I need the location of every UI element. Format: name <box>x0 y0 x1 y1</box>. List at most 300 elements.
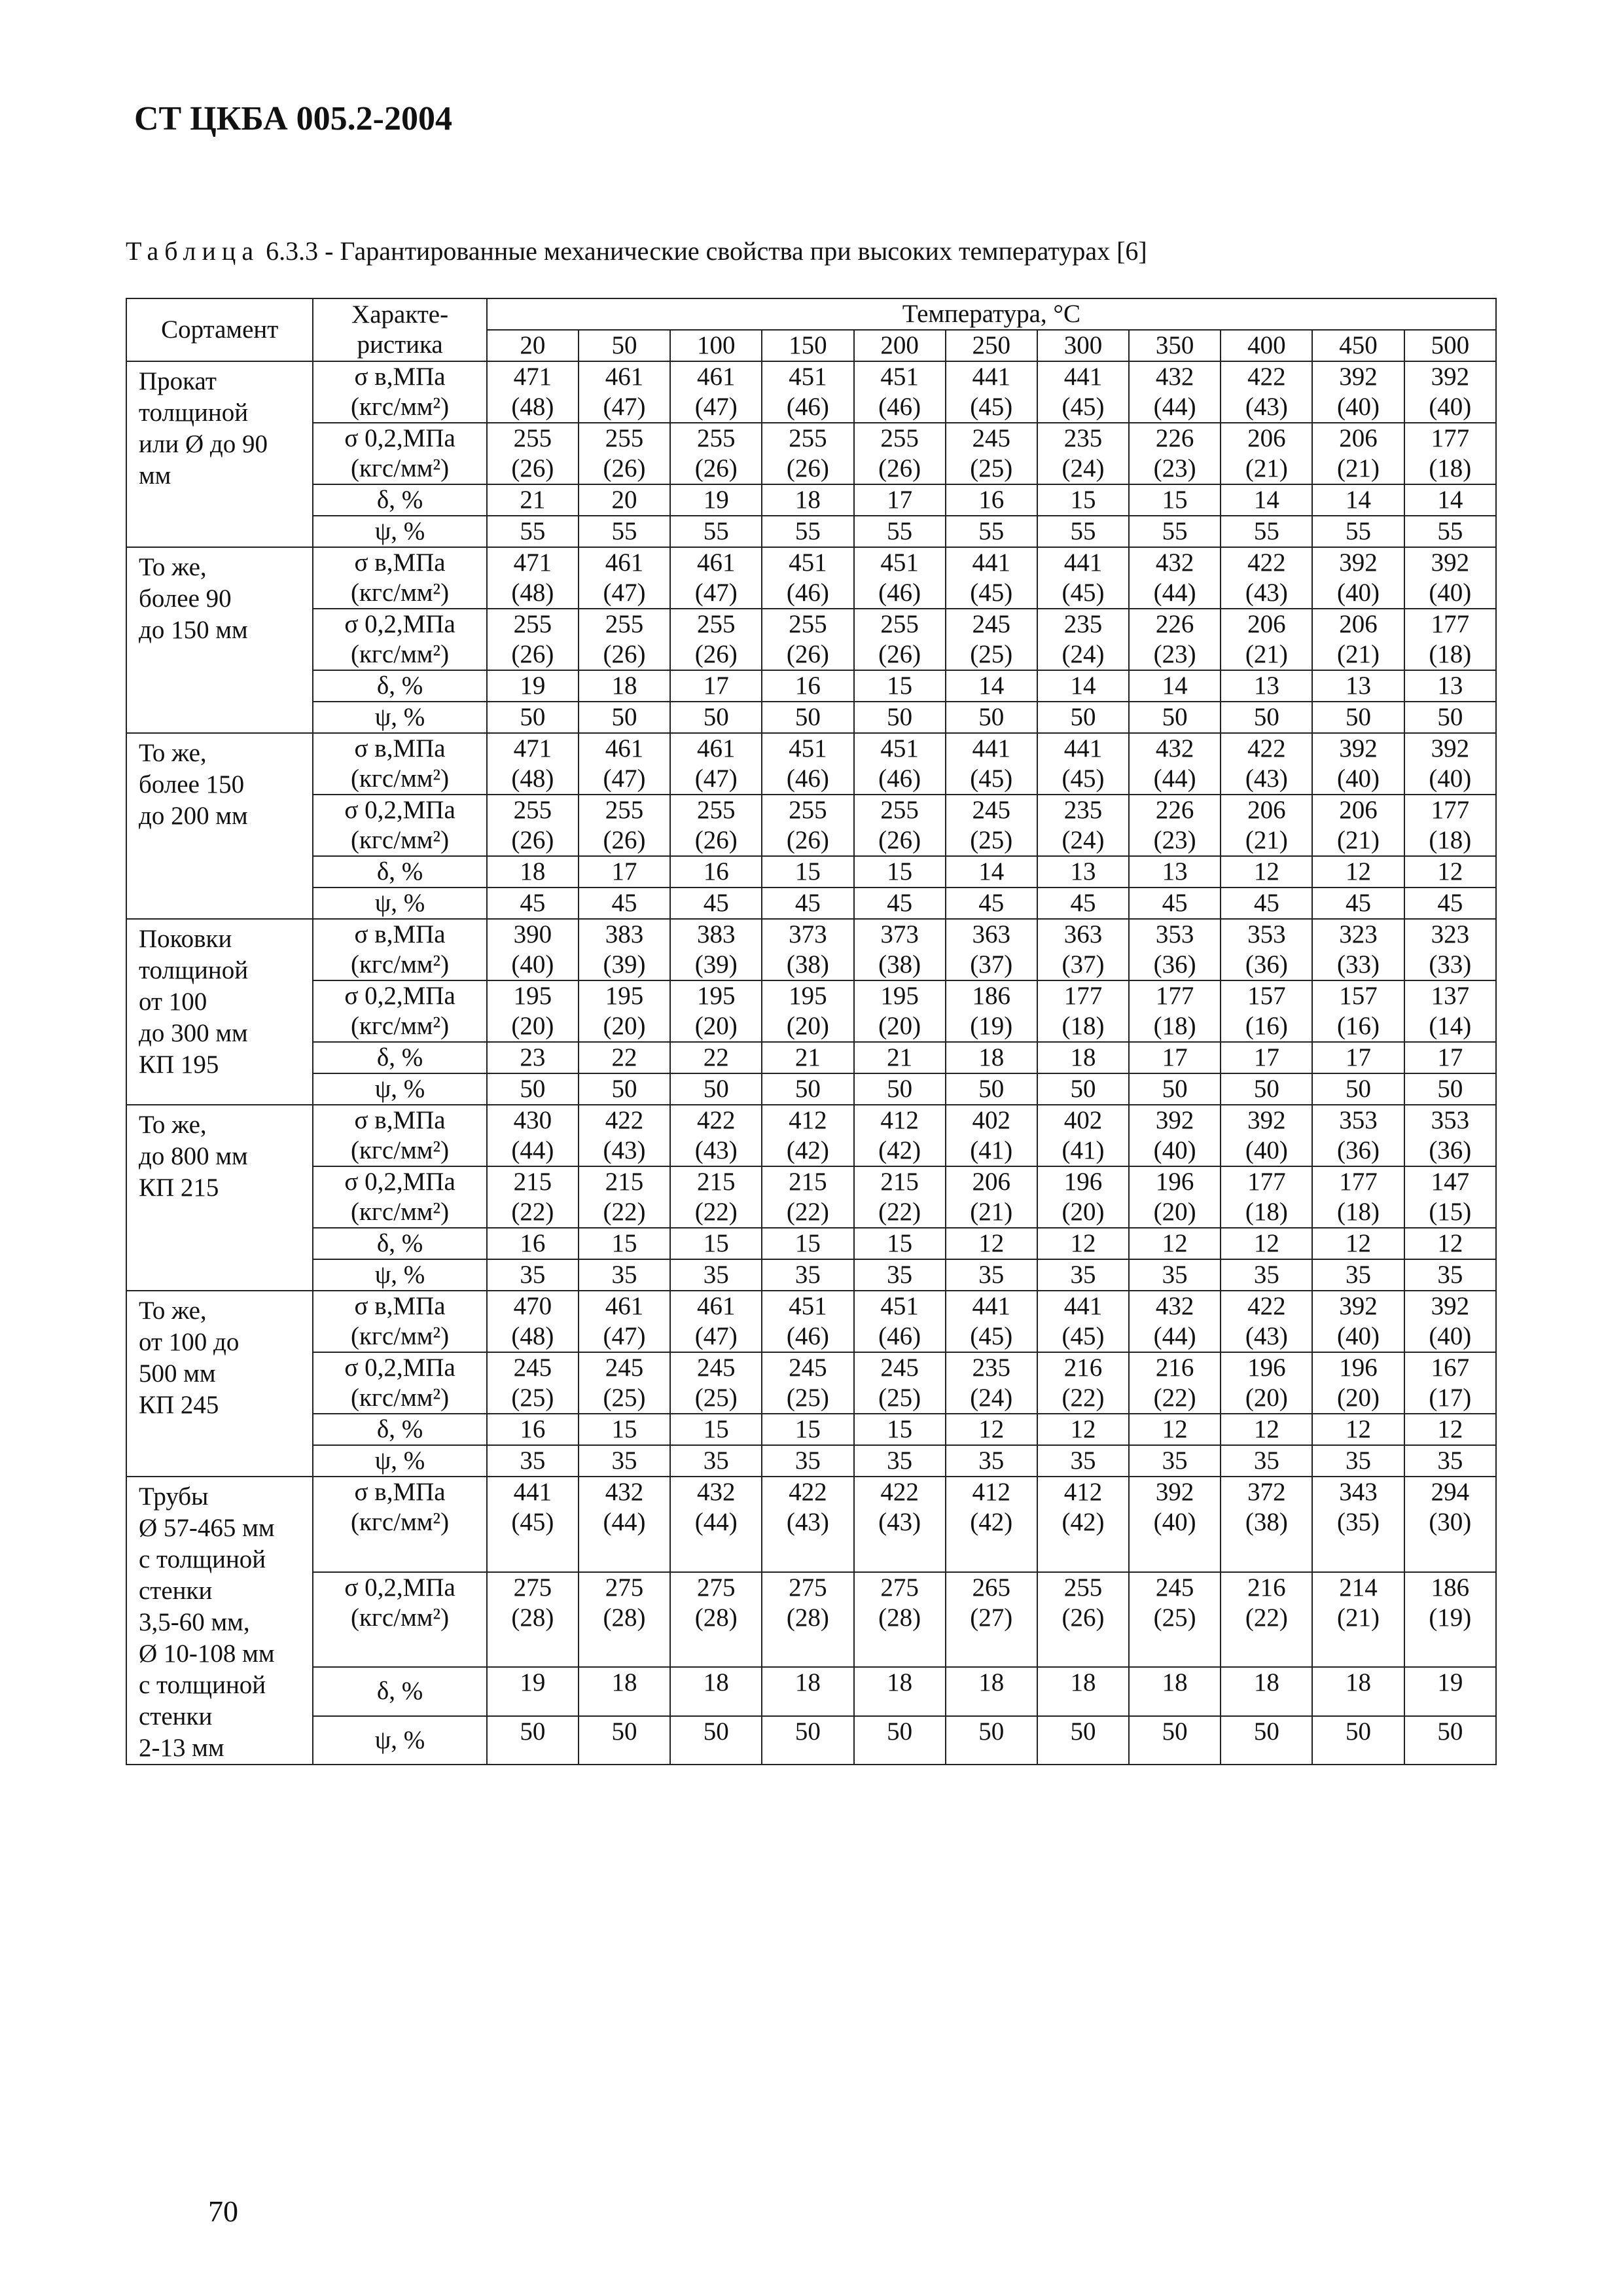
sortament-line: до 150 мм <box>139 616 248 644</box>
value-text: 245 <box>605 1354 644 1382</box>
value-text: (26) <box>694 826 738 854</box>
characteristic-text: (кгс/мм²) <box>351 764 450 793</box>
value-text: (20) <box>1245 1384 1288 1412</box>
value-text: 255 <box>605 796 644 824</box>
value-cell <box>1312 888 1404 919</box>
value-text: 35 <box>520 1261 546 1289</box>
value-text: 353 <box>1247 920 1286 948</box>
value-text: 18 <box>1346 1668 1372 1697</box>
table-row <box>126 1477 1496 1572</box>
value-text: 255 <box>789 796 827 824</box>
value-text: (43) <box>786 1508 829 1536</box>
characteristic-text: (кгс/мм²) <box>351 393 450 421</box>
value-text: 255 <box>513 424 552 452</box>
value-text: 432 <box>1155 1292 1194 1320</box>
value-text: (18) <box>1429 640 1472 668</box>
value-cell <box>1129 795 1221 856</box>
value-text: 18 <box>794 1668 821 1697</box>
value-cell <box>579 1259 670 1291</box>
value-cell <box>762 1166 853 1228</box>
header-row <box>126 298 1496 330</box>
value-text: (45) <box>970 579 1013 607</box>
value-text: (47) <box>603 1322 646 1350</box>
value-cell <box>1404 1667 1496 1715</box>
value-text: (25) <box>786 1384 829 1412</box>
value-cell <box>487 609 579 670</box>
value-cell <box>1404 980 1496 1042</box>
value-text: 255 <box>696 424 736 452</box>
value-text: 461 <box>696 548 736 577</box>
value-text: 245 <box>1155 1573 1194 1602</box>
value-text: (20) <box>878 1012 921 1040</box>
value-text: (28) <box>786 1603 829 1632</box>
value-cell <box>670 1716 762 1765</box>
value-text: 215 <box>880 1168 919 1196</box>
value-text: 15 <box>887 1229 913 1257</box>
table-row <box>126 856 1496 888</box>
value-cell <box>1129 1414 1221 1445</box>
value-cell <box>1037 795 1129 856</box>
value-text: (38) <box>878 950 921 978</box>
value-cell <box>1404 795 1496 856</box>
value-text: 13 <box>1346 672 1372 700</box>
value-text: 392 <box>1339 548 1378 577</box>
value-text: (26) <box>511 826 554 854</box>
sortament-line: 3,5-60 мм, <box>139 1608 250 1636</box>
value-text: 50 <box>1070 1717 1096 1746</box>
value-text: (24) <box>970 1384 1013 1412</box>
value-cell <box>487 1352 579 1414</box>
value-cell <box>946 1445 1037 1477</box>
value-cell <box>579 1291 670 1352</box>
table-row <box>126 1445 1496 1477</box>
value-text: (19) <box>970 1012 1013 1040</box>
value-cell <box>579 516 670 547</box>
value-text: 12 <box>1253 1229 1279 1257</box>
value-cell <box>854 547 946 609</box>
value-cell <box>670 547 762 609</box>
value-cell <box>1037 1352 1129 1414</box>
table-body <box>126 361 1496 1765</box>
value-cell <box>1404 361 1496 423</box>
value-text: 422 <box>1247 734 1286 762</box>
value-cell <box>487 919 579 980</box>
value-cell <box>1221 1166 1312 1228</box>
value-cell <box>854 1073 946 1105</box>
characteristic-cell <box>313 1073 486 1105</box>
value-cell <box>487 484 579 516</box>
value-cell <box>1221 1445 1312 1477</box>
value-text: 255 <box>1063 1573 1103 1602</box>
value-text: 422 <box>1247 1292 1286 1320</box>
value-text: 50 <box>978 1717 1005 1746</box>
value-text: 235 <box>1063 796 1103 824</box>
value-text: (26) <box>878 640 921 668</box>
value-text: 17 <box>887 486 913 514</box>
value-text: 215 <box>513 1168 552 1196</box>
sortament-line: Поковки <box>139 925 232 953</box>
value-text: (45) <box>970 1322 1013 1350</box>
value-text: 45 <box>887 889 913 917</box>
temperature-header-cell: 500 <box>1404 330 1496 361</box>
sortament-line: от 100 <box>139 988 207 1016</box>
table-row <box>126 1716 1496 1765</box>
sortament-line: до 800 мм <box>139 1142 248 1170</box>
table-row <box>126 1073 1496 1105</box>
value-cell <box>670 980 762 1042</box>
characteristic-text: σ в,МПа <box>354 1478 446 1506</box>
value-text: 255 <box>605 610 644 638</box>
value-text: 402 <box>1063 1106 1103 1134</box>
value-text: 177 <box>1431 610 1470 638</box>
characteristic-text: σ 0,2,МПа <box>344 796 455 824</box>
value-cell <box>487 361 579 423</box>
value-cell <box>762 516 853 547</box>
sortament-cell <box>126 1477 313 1765</box>
value-cell <box>946 484 1037 516</box>
characteristic-cell <box>313 1572 486 1668</box>
value-text: 50 <box>1346 1075 1372 1103</box>
value-text: (24) <box>1061 640 1105 668</box>
characteristic-text: (кгс/мм²) <box>351 1198 450 1226</box>
value-text: 50 <box>887 1075 913 1103</box>
value-cell <box>1404 1105 1496 1166</box>
value-text: 323 <box>1431 920 1470 948</box>
table-row <box>126 609 1496 670</box>
value-cell <box>1404 1572 1496 1668</box>
value-cell <box>762 980 853 1042</box>
value-text: (37) <box>1061 950 1105 978</box>
characteristic-text: (кгс/мм²) <box>351 1384 450 1412</box>
value-text: (45) <box>1061 1322 1105 1350</box>
value-text: 13 <box>1162 857 1188 886</box>
value-text: 343 <box>1339 1478 1378 1506</box>
characteristic-cell <box>313 1105 486 1166</box>
value-text: 373 <box>880 920 919 948</box>
value-text: (44) <box>511 1136 554 1164</box>
value-text: (24) <box>1061 454 1105 482</box>
value-cell <box>670 702 762 733</box>
value-cell <box>1312 1228 1404 1259</box>
value-cell <box>1129 702 1221 733</box>
characteristic-cell <box>313 1228 486 1259</box>
value-cell <box>487 1042 579 1073</box>
characteristic-text: ψ, % <box>374 889 425 917</box>
value-text: 441 <box>1063 363 1103 391</box>
value-cell <box>946 888 1037 919</box>
value-text: 195 <box>696 982 736 1010</box>
value-cell <box>1129 361 1221 423</box>
sortament-line: более 150 <box>139 770 245 798</box>
value-cell <box>854 1042 946 1073</box>
sortament-line: более 90 <box>139 584 232 613</box>
sortament-cell <box>126 1291 313 1477</box>
value-text: 14 <box>1253 486 1279 514</box>
header-characteristic: Характе- ристика <box>313 298 486 361</box>
value-text: (45) <box>1061 764 1105 793</box>
value-text: 18 <box>794 486 821 514</box>
value-cell <box>670 1477 762 1572</box>
characteristic-text: δ, % <box>376 1229 423 1257</box>
value-text: 15 <box>887 857 913 886</box>
characteristic-text: σ в,МПа <box>354 548 446 577</box>
value-cell <box>579 1042 670 1073</box>
value-text: (22) <box>1061 1384 1105 1412</box>
value-text: 451 <box>789 548 827 577</box>
value-text: (18) <box>1337 1198 1380 1226</box>
table-row <box>126 1572 1496 1668</box>
value-text: 441 <box>972 548 1011 577</box>
value-cell <box>1037 1291 1129 1352</box>
value-text: 392 <box>1431 363 1470 391</box>
value-text: 206 <box>1247 796 1286 824</box>
value-text: 432 <box>1155 548 1194 577</box>
value-text: 235 <box>972 1354 1011 1382</box>
value-text: 50 <box>1437 1075 1463 1103</box>
value-cell <box>854 361 946 423</box>
value-cell <box>946 423 1037 484</box>
value-cell <box>670 361 762 423</box>
value-text: 226 <box>1155 796 1194 824</box>
value-cell <box>762 1667 853 1715</box>
value-cell <box>854 1166 946 1228</box>
value-cell <box>670 1572 762 1668</box>
value-cell <box>670 1414 762 1445</box>
value-text: (20) <box>1061 1198 1105 1226</box>
value-cell <box>1037 516 1129 547</box>
value-text: 147 <box>1431 1168 1470 1196</box>
value-cell <box>854 980 946 1042</box>
value-text: (38) <box>1245 1508 1288 1536</box>
sortament-cell <box>126 547 313 733</box>
value-cell <box>762 856 853 888</box>
value-text: 50 <box>1162 1075 1188 1103</box>
value-text: (47) <box>694 764 738 793</box>
value-text: 13 <box>1253 672 1279 700</box>
value-text: (48) <box>511 393 554 421</box>
value-text: 55 <box>1437 517 1463 545</box>
temperature-header-cell: 200 <box>854 330 946 361</box>
characteristic-cell <box>313 361 486 423</box>
value-text: (18) <box>1061 1012 1105 1040</box>
value-cell <box>487 670 579 702</box>
value-cell <box>579 361 670 423</box>
value-cell <box>854 609 946 670</box>
value-cell <box>670 670 762 702</box>
value-text: (42) <box>786 1136 829 1164</box>
value-cell <box>579 795 670 856</box>
sortament-line: То же, <box>139 1297 207 1325</box>
value-cell <box>946 1352 1037 1414</box>
value-text: 461 <box>605 1292 644 1320</box>
characteristic-text: σ в,МПа <box>354 1292 446 1320</box>
table-row <box>126 1259 1496 1291</box>
value-text: (44) <box>1153 764 1196 793</box>
value-cell <box>1312 1477 1404 1572</box>
value-cell <box>1221 484 1312 516</box>
value-cell <box>1404 919 1496 980</box>
value-cell <box>946 361 1037 423</box>
value-text: 206 <box>1339 796 1378 824</box>
value-cell <box>1312 1445 1404 1477</box>
value-cell <box>487 516 579 547</box>
value-text: 383 <box>696 920 736 948</box>
value-text: 18 <box>978 1668 1005 1697</box>
sortament-line: стенки <box>139 1702 213 1731</box>
value-text: 19 <box>520 1668 546 1697</box>
value-text: (26) <box>603 826 646 854</box>
value-cell <box>1404 1414 1496 1445</box>
table-row <box>126 1414 1496 1445</box>
value-cell <box>1312 361 1404 423</box>
sortament-line: 2-13 мм <box>139 1734 224 1762</box>
value-text: (25) <box>511 1384 554 1412</box>
document-header: СТ ЦКБА 005.2-2004 <box>134 100 452 137</box>
temperature-header-cell: 20 <box>487 330 579 361</box>
value-cell <box>1404 1166 1496 1228</box>
value-cell <box>1037 856 1129 888</box>
sortament-line: толщиной <box>139 956 249 984</box>
value-text: (28) <box>694 1603 738 1632</box>
value-cell <box>1312 856 1404 888</box>
value-text: (40) <box>1429 579 1472 607</box>
value-text: 16 <box>703 857 729 886</box>
value-cell <box>487 856 579 888</box>
value-text: (46) <box>878 764 921 793</box>
value-text: 441 <box>513 1478 552 1506</box>
value-cell <box>1037 1166 1129 1228</box>
value-text: 50 <box>611 1717 637 1746</box>
value-text: (46) <box>878 393 921 421</box>
value-text: 35 <box>520 1446 546 1475</box>
value-text: 215 <box>605 1168 644 1196</box>
value-text: (41) <box>970 1136 1013 1164</box>
value-cell <box>946 1228 1037 1259</box>
value-cell <box>1129 1105 1221 1166</box>
value-cell <box>1221 1414 1312 1445</box>
value-text: 177 <box>1431 796 1470 824</box>
value-text: 45 <box>520 889 546 917</box>
value-cell <box>1404 670 1496 702</box>
value-text: (26) <box>511 640 554 668</box>
value-text: 12 <box>1346 1229 1372 1257</box>
value-text: (19) <box>1429 1603 1472 1632</box>
table-row <box>126 484 1496 516</box>
value-text: 55 <box>794 517 821 545</box>
value-cell <box>579 609 670 670</box>
value-cell <box>487 1572 579 1668</box>
characteristic-text: σ 0,2,МПа <box>344 610 455 638</box>
characteristic-cell <box>313 795 486 856</box>
value-text: 216 <box>1063 1354 1103 1382</box>
value-text: 186 <box>972 982 1011 1010</box>
value-text: 12 <box>1437 857 1463 886</box>
value-text: (22) <box>878 1198 921 1226</box>
value-text: (47) <box>603 764 646 793</box>
value-text: (45) <box>1061 579 1105 607</box>
table-row <box>126 919 1496 980</box>
value-text: 35 <box>1070 1261 1096 1289</box>
value-text: (26) <box>878 454 921 482</box>
characteristic-cell <box>313 1445 486 1477</box>
value-cell <box>579 547 670 609</box>
value-cell <box>1129 1073 1221 1105</box>
value-text: (20) <box>511 1012 554 1040</box>
value-cell <box>762 919 853 980</box>
value-text: 402 <box>972 1106 1011 1134</box>
value-text: 18 <box>703 1668 729 1697</box>
value-cell <box>1404 1291 1496 1352</box>
value-cell <box>762 1445 853 1477</box>
value-cell <box>1312 670 1404 702</box>
value-text: 137 <box>1431 982 1470 1010</box>
value-text: 471 <box>513 734 552 762</box>
value-text: 422 <box>880 1478 919 1506</box>
value-text: 392 <box>1155 1478 1194 1506</box>
value-text: 50 <box>1437 1717 1463 1746</box>
table-row <box>126 361 1496 423</box>
value-cell <box>487 1414 579 1445</box>
value-text: 196 <box>1063 1168 1103 1196</box>
sortament-line: до 300 мм <box>139 1019 248 1047</box>
value-text: (42) <box>970 1508 1013 1536</box>
value-text: (33) <box>1337 950 1380 978</box>
value-text: 461 <box>605 548 644 577</box>
value-text: 275 <box>696 1573 736 1602</box>
value-text: 45 <box>794 889 821 917</box>
value-text: (30) <box>1429 1508 1472 1536</box>
sortament-line: То же, <box>139 739 207 767</box>
value-text: (22) <box>786 1198 829 1226</box>
value-cell <box>1037 888 1129 919</box>
value-text: 18 <box>611 1668 637 1697</box>
value-cell <box>1221 980 1312 1042</box>
value-cell <box>1221 702 1312 733</box>
value-text: 206 <box>972 1168 1011 1196</box>
value-text: (44) <box>603 1508 646 1536</box>
characteristic-cell <box>313 733 486 795</box>
value-text: (22) <box>1153 1384 1196 1412</box>
value-text: 392 <box>1339 734 1378 762</box>
value-text: (39) <box>694 950 738 978</box>
value-cell <box>670 1445 762 1477</box>
value-text: 392 <box>1431 548 1470 577</box>
caption-label: Таблица <box>126 236 260 266</box>
value-cell <box>579 733 670 795</box>
value-text: 226 <box>1155 610 1194 638</box>
value-text: 177 <box>1155 982 1194 1010</box>
value-cell <box>1312 423 1404 484</box>
value-text: (23) <box>1153 640 1196 668</box>
value-text: 177 <box>1063 982 1103 1010</box>
value-text: (20) <box>1337 1384 1380 1412</box>
value-text: 461 <box>696 363 736 391</box>
value-cell <box>1221 888 1312 919</box>
value-cell <box>1221 516 1312 547</box>
value-text: 275 <box>789 1573 827 1602</box>
value-text: 275 <box>880 1573 919 1602</box>
value-text: (20) <box>694 1012 738 1040</box>
value-text: 195 <box>513 982 552 1010</box>
value-text: (21) <box>1245 826 1288 854</box>
value-text: 35 <box>1253 1261 1279 1289</box>
value-text: (22) <box>603 1198 646 1226</box>
value-text: 12 <box>1437 1415 1463 1443</box>
value-text: 206 <box>1339 424 1378 452</box>
caption-text: 6.3.3 - Гарантированные механические свойства при высоких температурах [6] <box>266 236 1147 266</box>
value-cell <box>579 1716 670 1765</box>
sortament-line: с толщиной <box>139 1671 266 1699</box>
